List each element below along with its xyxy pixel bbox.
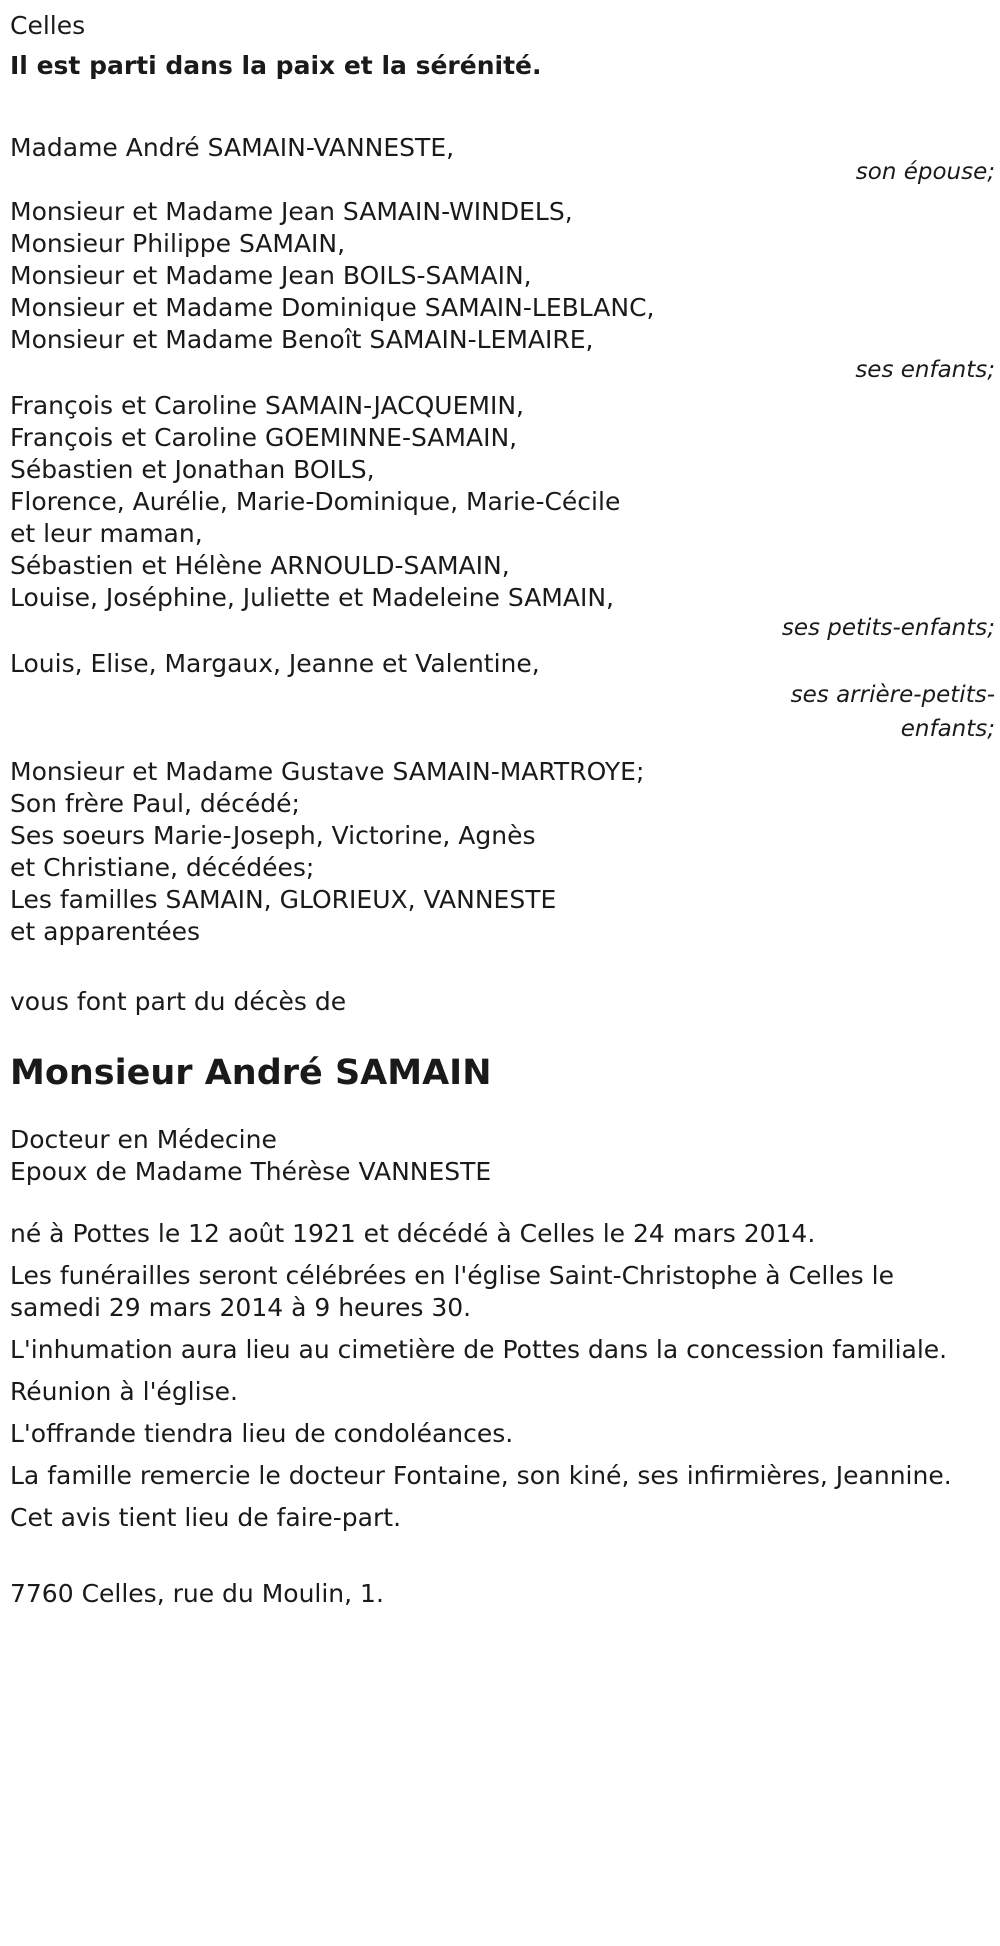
family-role-label: son épouse;	[855, 159, 995, 185]
place-heading: Celles	[10, 11, 86, 40]
relative-line: Son frère Paul, décédé;	[10, 789, 300, 818]
family-name-line: Madame André SAMAIN-VANNESTE,	[10, 133, 455, 162]
motto: Il est parti dans la paix et la sérénité.	[10, 51, 542, 80]
notice-details	[10, 1218, 970, 1534]
family-name-line: Monsieur et Madame Benoît SAMAIN-LEMAIRE,	[10, 325, 594, 354]
family-group-great-grandchildren	[10, 646, 995, 746]
family-group-children	[10, 196, 995, 390]
notice-statement: Cet avis tient lieu de faire-part.	[10, 1503, 402, 1532]
burial-info: L'inhumation aura lieu au cimetière de Pottes dans la concession familiale.	[10, 1335, 948, 1364]
deceased-profession: Docteur en Médecine	[10, 1125, 277, 1154]
family-name-line: Louise, Joséphine, Juliette et Madeleine SAMAIN,	[10, 583, 614, 612]
family-role-label: ses petits-enfants;	[781, 615, 995, 641]
deceased-name: Monsieur André SAMAIN	[10, 1053, 492, 1093]
announcement-text: vous font part du décès de	[10, 987, 347, 1016]
relative-line: et Christiane, décédées;	[10, 853, 315, 882]
family-role-label: ses enfants;	[855, 357, 995, 383]
family-name-line: Sébastien et Hélène ARNOULD-SAMAIN,	[10, 551, 510, 580]
thanks-info: La famille remercie le docteur Fontaine, son kiné, ses infirmières, Jeannine.	[10, 1461, 952, 1490]
deceased-spouse: Epoux de Madame Thérèse VANNESTE	[10, 1157, 492, 1186]
family-name-line: et leur maman,	[10, 519, 203, 548]
other-relatives	[10, 756, 995, 948]
relative-line: Les familles SAMAIN, GLORIEUX, VANNESTE	[10, 885, 557, 914]
family-group-spouse	[10, 128, 995, 192]
family-name-line: Monsieur Philippe SAMAIN,	[10, 229, 346, 258]
family-name-line: Monsieur et Madame Dominique SAMAIN-LEBLANC,	[10, 293, 655, 322]
funeral-info: Les funérailles seront célébrées en l'église Saint-Christophe à Celles le samedi 29 mars 2014 à 9 heures 30.	[10, 1261, 894, 1322]
relative-line: et apparentées	[10, 917, 201, 946]
family-name-line: Florence, Aurélie, Marie-Dominique, Marie-Cécile	[10, 487, 621, 516]
offering-info: L'offrande tiendra lieu de condoléances.	[10, 1419, 514, 1448]
family-group-grandchildren	[10, 390, 995, 648]
death-notice	[10, 6, 995, 1614]
address: 7760 Celles, rue du Moulin, 1.	[10, 1579, 384, 1608]
birth-death-info: né à Pottes le 12 août 1921 et décédé à Celles le 24 mars 2014.	[10, 1219, 816, 1248]
family-name-line: François et Caroline SAMAIN-JACQUEMIN,	[10, 391, 524, 420]
gathering-info: Réunion à l'église.	[10, 1377, 238, 1406]
family-name-line: Louis, Elise, Margaux, Jeanne et Valentine,	[10, 649, 540, 678]
family-role-label: ses arrière-petits-enfants;	[790, 682, 995, 742]
family-name-line: Monsieur et Madame Jean BOILS-SAMAIN,	[10, 261, 532, 290]
family-name-line: François et Caroline GOEMINNE-SAMAIN,	[10, 423, 518, 452]
relative-line: Ses soeurs Marie-Joseph, Victorine, Agnès	[10, 821, 536, 850]
family-name-line: Monsieur et Madame Jean SAMAIN-WINDELS,	[10, 197, 573, 226]
family-name-line: Sébastien et Jonathan BOILS,	[10, 455, 375, 484]
relative-line: Monsieur et Madame Gustave SAMAIN-MARTROYE;	[10, 757, 645, 786]
